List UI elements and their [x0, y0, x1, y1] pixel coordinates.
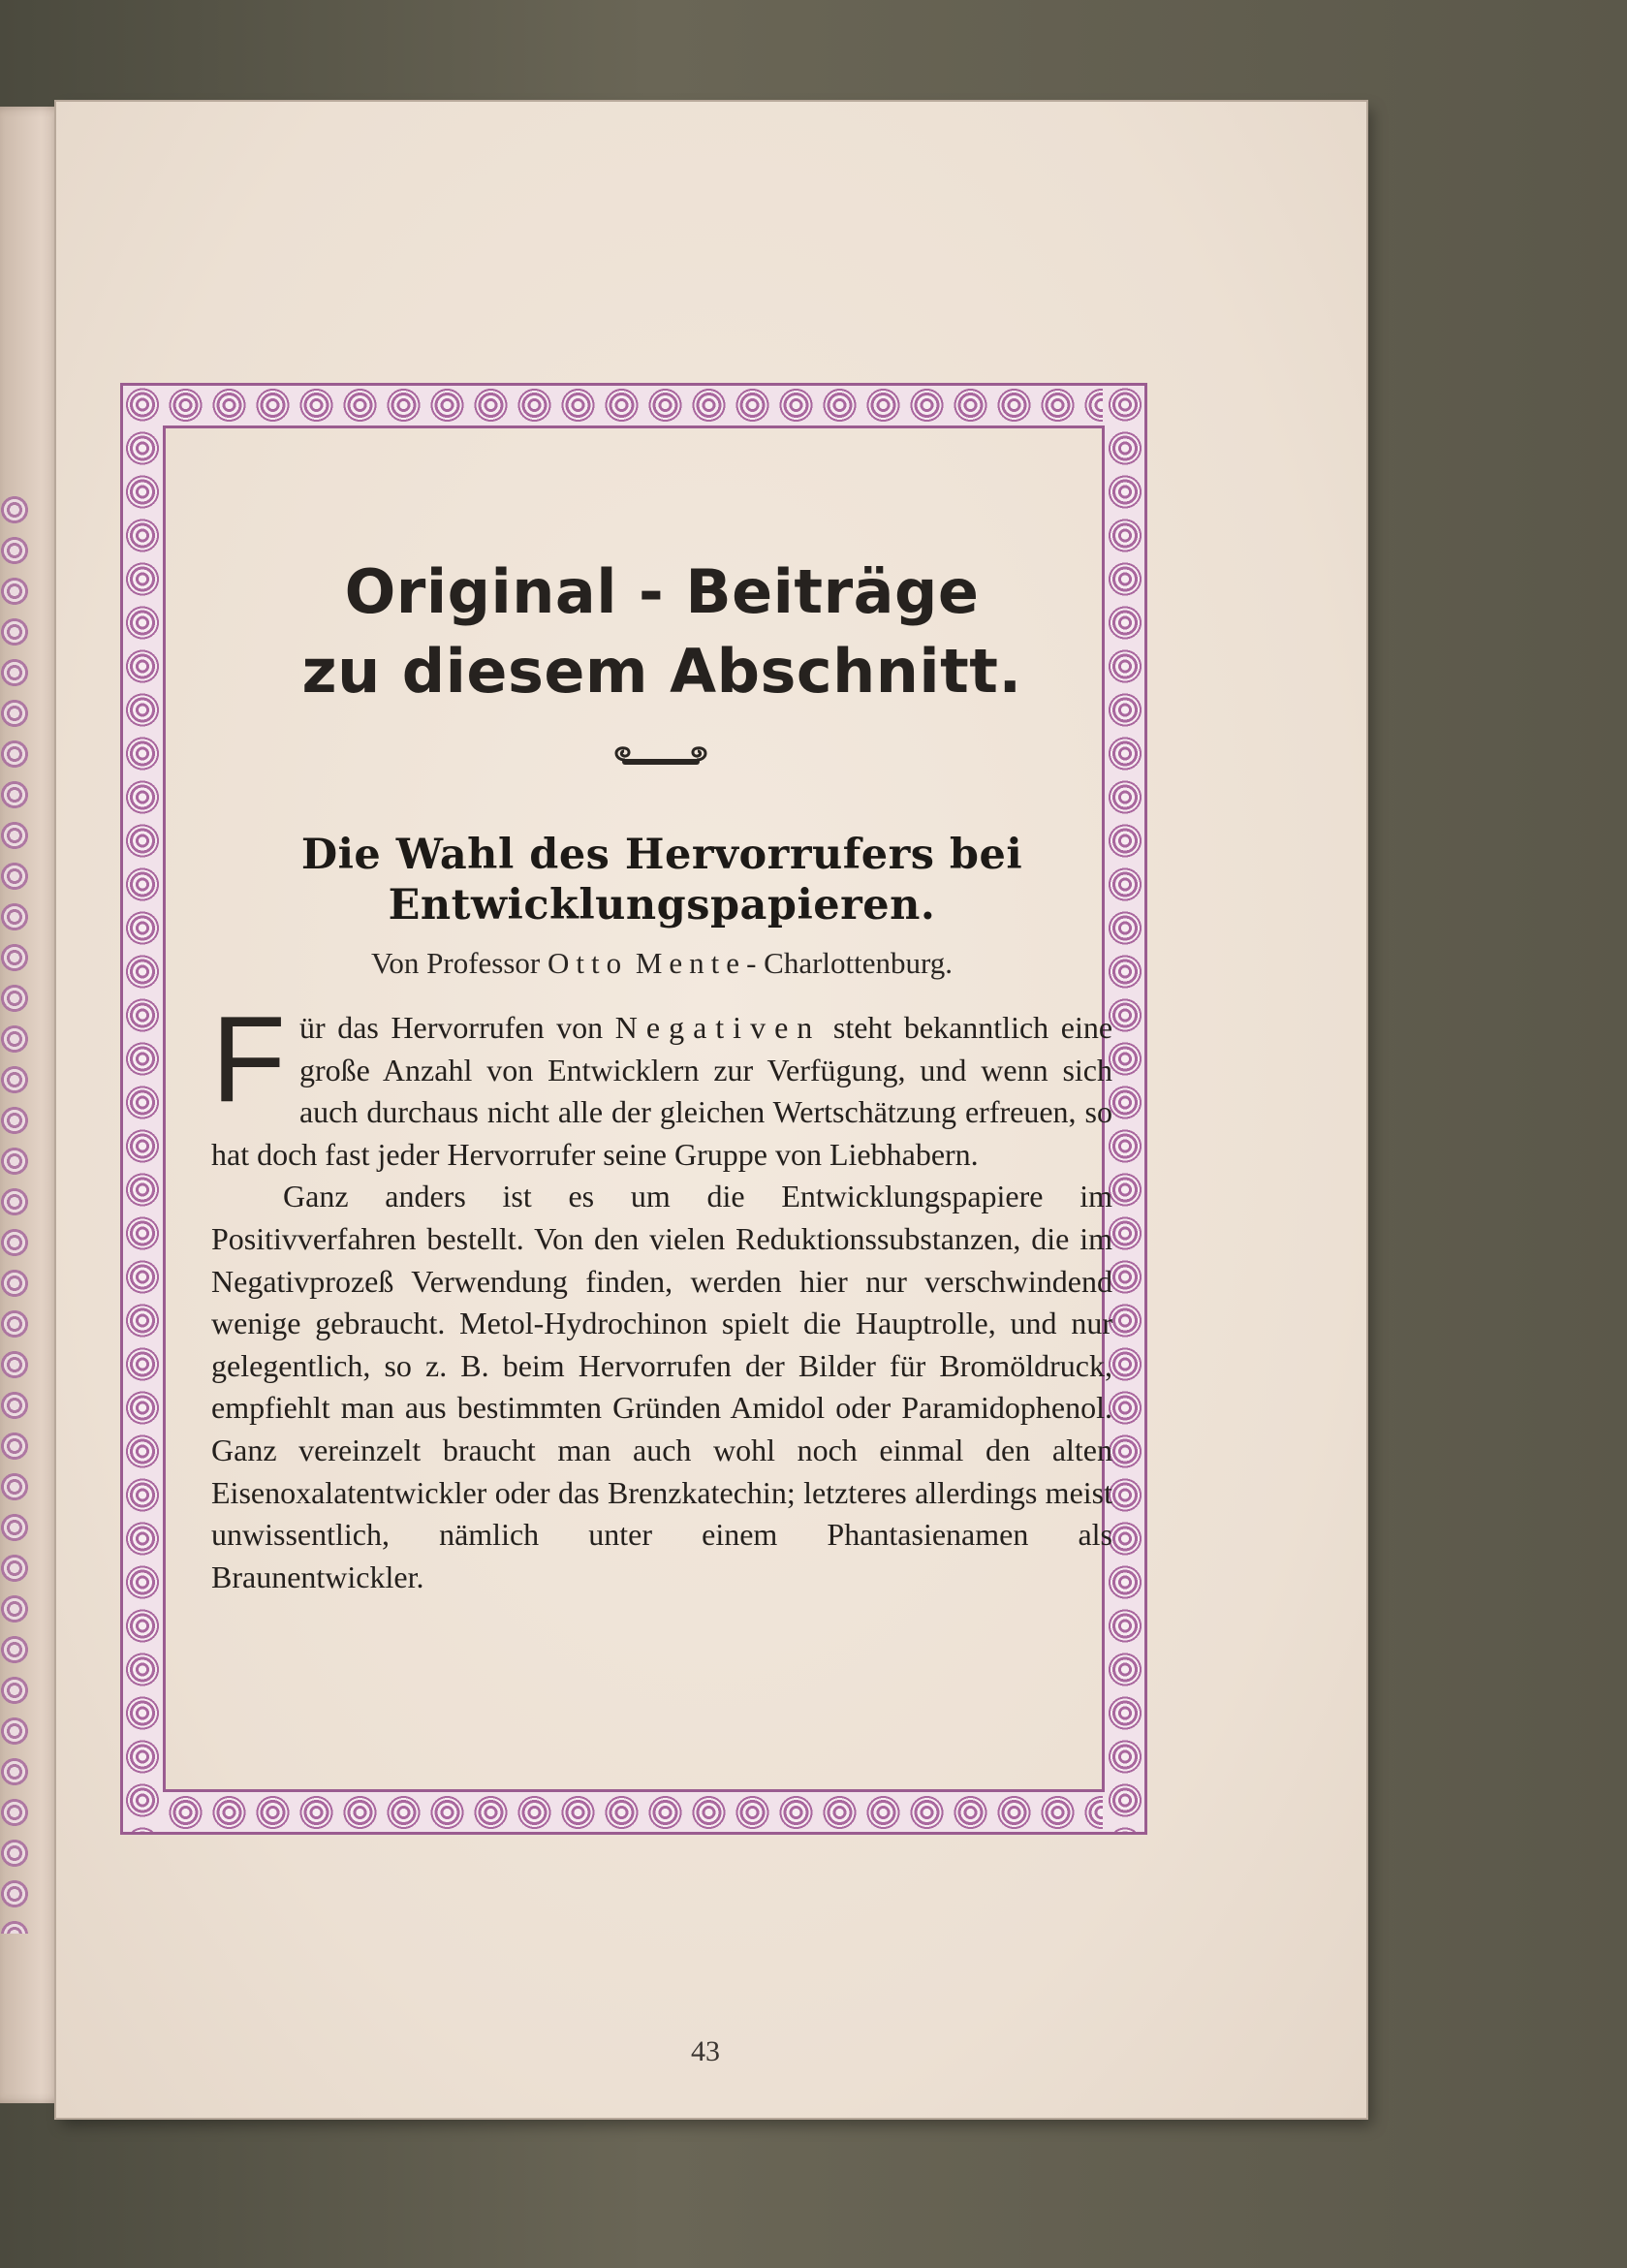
- paragraph-1-end: steht bekanntlich eine große Anzahl von Entwicklern zur Verfügung, und wenn sich auch durchaus nicht alle der gleichen Wertschätzung erfreuen, so hat doch fast jeder Hervorrufer seine Gruppe von Liebhabern.: [211, 1010, 1113, 1172]
- author-prefix: Von Professor: [370, 946, 541, 980]
- article-title-line-1: Die Wahl des Hervorrufers bei: [300, 831, 1023, 879]
- author-line: [211, 946, 1112, 981]
- paragraph-1-start: ür das Hervorrufen von: [298, 1010, 604, 1045]
- author-last-name: Mente: [635, 946, 747, 980]
- author-suffix: - Charlottenburg.: [746, 946, 954, 980]
- section-heading-line-2: zu diesem Abschnitt.: [301, 636, 1022, 707]
- section-heading: [211, 552, 1112, 711]
- page-content: [211, 552, 1112, 1598]
- paragraph-1: [211, 991, 1113, 1176]
- page-number: 43: [691, 2035, 720, 2067]
- facing-page-ornament: [0, 489, 29, 1934]
- article-title-line-2: Entwicklungspapieren.: [388, 881, 936, 929]
- scroll-ornament-icon: [211, 740, 1112, 773]
- article-body: [211, 991, 1113, 1598]
- paragraph-1-emphasis: Negativen: [614, 1010, 822, 1045]
- paragraph-2: Ganz anders ist es um die Entwicklungspapiere im Positivverfahren bestellt. Von den vielen Reduktionssubstanzen, die im Negativprozeß Verwendung finden, werden hier nur verschwindend wenige gebraucht. Metol-Hydrochinon spielt die Hauptrolle, und nur gelegentlich, so z. B. beim Hervorrufen der Bilder für Bromöldruck, empfiehlt man aus bestimmten Gründen Amidol oder Paramidophenol. Ganz vereinzelt braucht man auch wohl noch einmal den alten Eisenoxalatentwickler oder das Brenzkatechin; letzteres allerdings meist unwissentlich, nämlich unter einem Phantasienamen als Braunentwickler.: [211, 1179, 1112, 1594]
- author-first-name: Otto: [547, 946, 629, 980]
- section-heading-line-1: Original - Beiträge: [344, 556, 980, 627]
- article-title: [211, 830, 1112, 930]
- drop-cap: F: [211, 991, 286, 1127]
